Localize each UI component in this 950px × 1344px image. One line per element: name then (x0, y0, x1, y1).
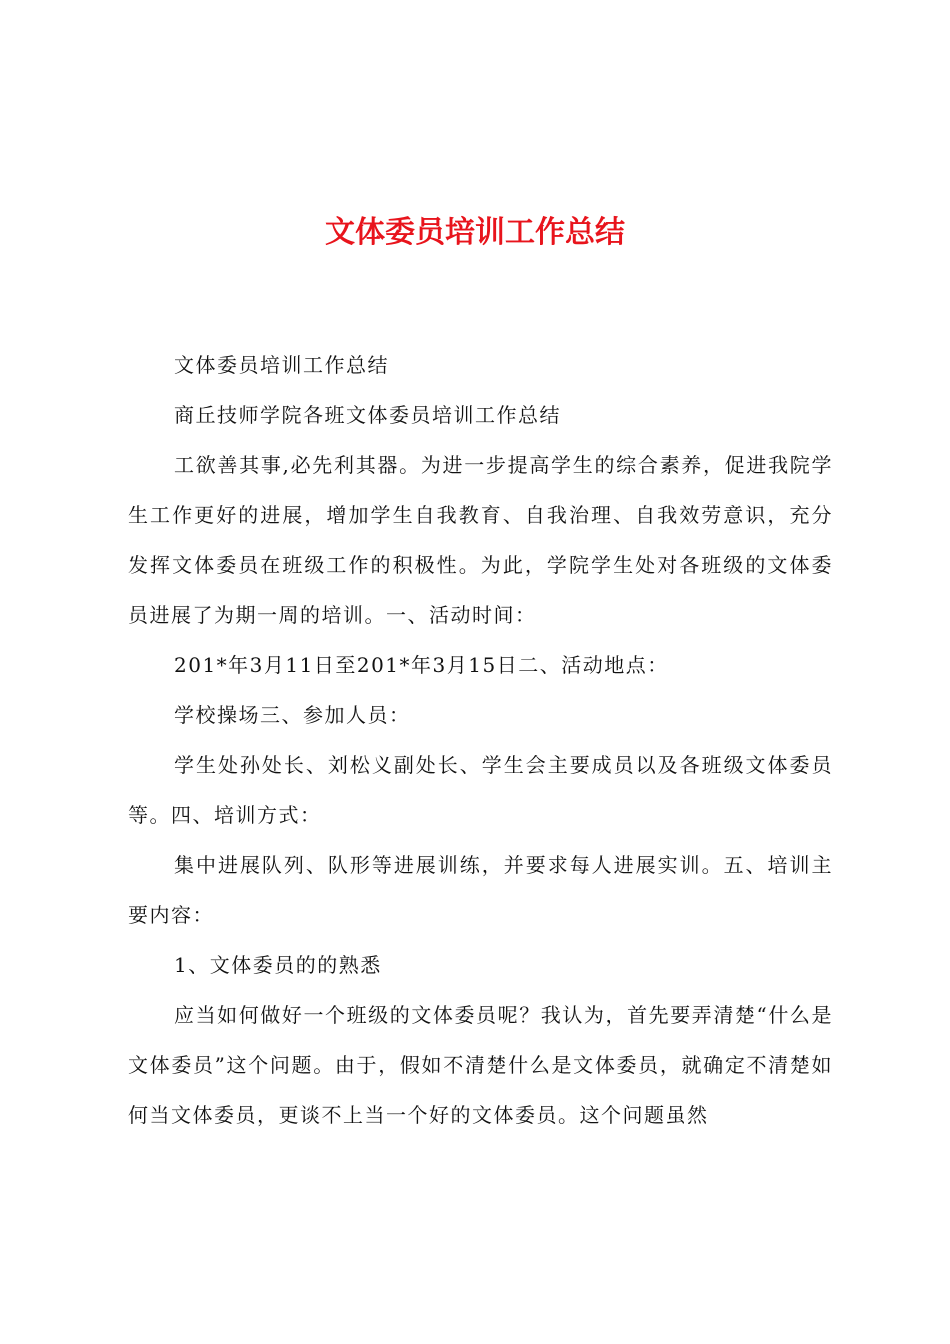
paragraph-section-heading: 1、文体委员的的熟悉 (174, 953, 382, 977)
paragraph-activity-time: 201*年3月11日至201*年3月15日二、活动地点： (174, 653, 669, 677)
paragraph-school-summary: 商丘技师学院各班文体委员培训工作总结 (174, 403, 561, 427)
document-title: 文体委员培训工作总结 (325, 215, 625, 250)
paragraph-participants: 学生处孙处长、刘松义副处长、学生会主要成员以及各班级文体委员等。四、培训方式： (128, 753, 833, 827)
paragraph-introduction: 工欲善其事,必先利其器。为进一步提高学生的综合素养，促进我院学生工作更好的进展，增加学生自我教育、自我治理、自我效劳意识，充分发挥文体委员在班级工作的积极性。为此，学院学生处对各班级的文体委员进展了为期一周的培训。一、活动时间： (128, 453, 833, 627)
paragraph-training-method: 集中进展队列、队形等进展训练，并要求每人进展实训。五、培训主要内容： (128, 853, 833, 927)
paragraph-subtitle: 文体委员培训工作总结 (174, 353, 389, 377)
paragraph-section-content: 应当如何做好一个班级的文体委员呢？我认为，首先要弄清楚“什么是文体委员”这个问题。由于，假如不清楚什么是文体委员，就确定不清楚如何当文体委员，更谈不上当一个好的文体委员。这个问题虽然 (128, 1003, 833, 1127)
paragraph-activity-location: 学校操场三、参加人员： (174, 703, 411, 727)
document-body (128, 340, 833, 1140)
